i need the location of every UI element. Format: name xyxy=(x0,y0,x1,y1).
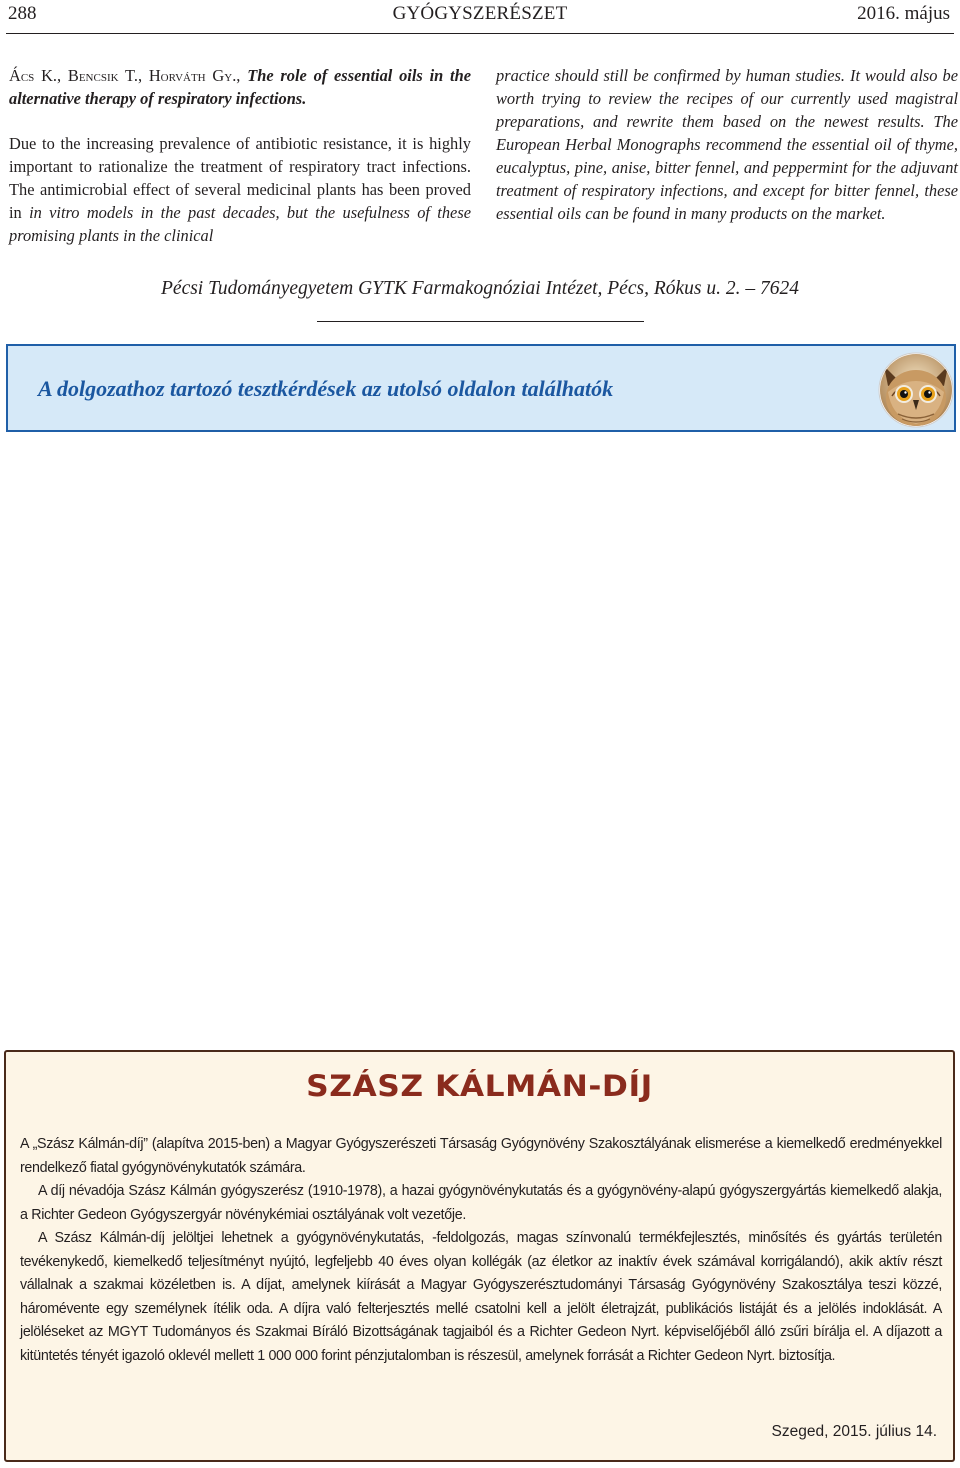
prize-signature: Szeged, 2015. július 14. xyxy=(771,1423,937,1440)
notice-text: A dolgozathoz tartozó tesztkérdések az utolsó oldalon találhatók xyxy=(38,376,614,401)
abstract-title: The role of essential oils in the alternative therapy of respiratory infections. xyxy=(9,66,471,108)
abstract-authors: Ács K., Bencsik T., Horváth Gy., xyxy=(9,66,241,85)
test-questions-notice xyxy=(6,344,956,432)
szasz-kalman-prize-box xyxy=(4,1050,955,1462)
affiliation: Pécsi Tudományegyetem GYTK Farmakognóziai Intézet, Pécs, Rókus u. 2. – 7624 xyxy=(161,278,799,299)
journal-title: GYÓGYSZERÉSZET xyxy=(392,3,568,24)
abstract-body-left: Due to the increasing prevalence of antibiotic resistance, it is highly important to rationalize the treatment of respiratory tract infections. The antimicrobial effect of several medicinal plants has been proved in in vitro models in the past decades, but the usefulness of these promising plants in the clinical xyxy=(9,134,471,245)
in-vitro-term: in vitro xyxy=(29,203,80,222)
page-number: 288 xyxy=(8,3,37,24)
abstract-body-right: practice should still be confirmed by human studies. It would also be worth trying to review the recipes of our currently used magistral preparations, and rewrite them based on the newest results. The European Herbal Monographs recommend the essential oil of thyme, eucalyptus, pine, anise, bitter fennel, and peppermint for the adjuvant treatment of respiratory infections, and except for bitter fennel, these essential oils can be found in many products on the market. xyxy=(496,66,958,223)
owl-icon xyxy=(878,352,954,428)
running-header xyxy=(6,0,954,34)
prize-paragraph: A díj névadója Szász Kálmán gyógyszerész (1910-1978), a hazai gyógynövénykutatás és a gyógynövény-alapú gyógyszergyártás kiemelkedő alakja, a Richter Gedeon Gyógyszergyár növénykémiai osztályának volt vezetője. xyxy=(20,1183,942,1223)
prize-body xyxy=(20,1133,942,1368)
abstract-right-column xyxy=(496,64,958,225)
abstract-left-column xyxy=(9,64,471,247)
prize-paragraph: A „Szász Kálmán-díj” (alapítva 2015-ben) a Magyar Gyógyszerészeti Társaság Gyógynövény Szakosztályának elismerése a kiemelkedő eredményekkel rendelkező fiatal gyógynövénykutatók számára. xyxy=(20,1136,942,1176)
abstract-citation xyxy=(9,64,471,110)
prize-title: SZÁSZ KÁLMÁN-DÍJ xyxy=(306,1069,653,1103)
issue-date: 2016. május xyxy=(857,3,950,24)
divider-rule xyxy=(317,321,644,322)
prize-paragraph: A Szász Kálmán-díj jelöltjei lehetnek a gyógynövénykutatás, -feldolgozás, magas színvonalú termékfejlesztés, minősítés és gyártás területén tevékenykedő, kiemelkedő teljesítményt nyújtó, legfeljebb 40 éves olyan kollégák (az életkor az inaktív évek számával korrigálandó), akik aktív részt vállalnak a szakmai közéletben is. A díjat, amelynek kiírását a Magyar Gyógyszerésztudományi Társaság Gyógynövény Szakosztálya teszi közzé, háromévente egy személynek ítélik oda. A díjra való felterjesztés mellé csatolni kell a jelölt életrajzát, publikációs listáját és a jelölés indoklását. A jelöléseket az MGYT Tudományos és Szakmai Bíráló Bizottságának tagjaiból és a Richter Gedeon Nyrt. képviselőjéből álló zsűri bírálja el. A díjazott a kitüntetés tényét igazoló oklevél mellett 1 000 000 forint pénzjutalomban is részesül, amelynek forrását a Richter Gedeon Nyrt. biztosítja. xyxy=(20,1230,942,1364)
